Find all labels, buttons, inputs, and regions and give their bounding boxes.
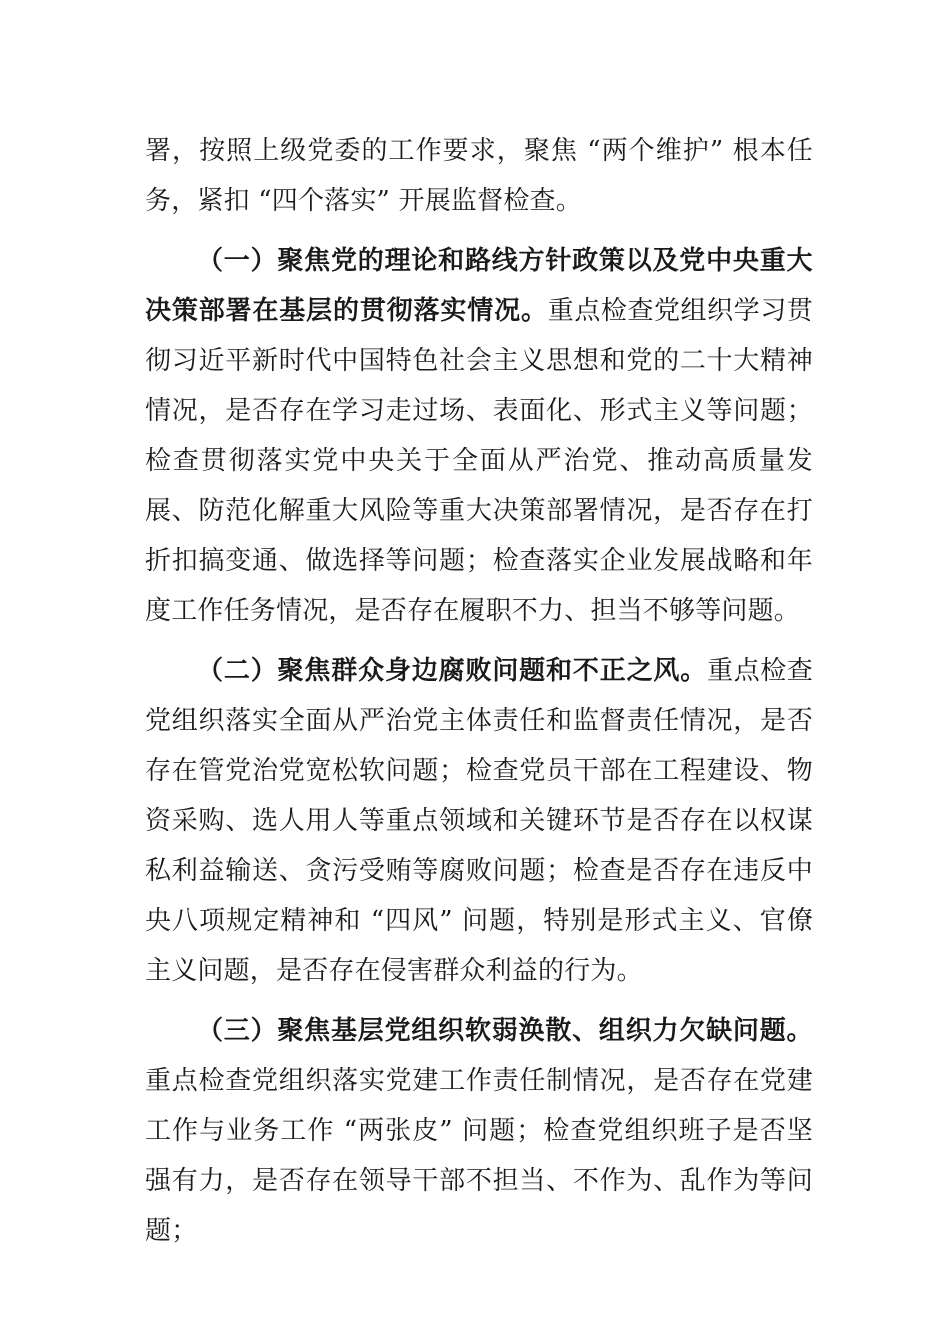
document-body: [145, 126, 813, 1266]
paragraph-text: 署，按照上级党委的工作要求，聚焦 “两个维护” 根本任务，紧扣 “四个落实” 开展监督检查。: [145, 136, 813, 216]
section-heading-3: （三）聚焦基层党组织软弱涣散、组织力欠缺问题。: [197, 1016, 813, 1046]
paragraph-section-3: [145, 1006, 813, 1256]
section-heading-1: （一）聚焦党的理论和路线方针政策以及党中央重大决策部署在基层的贯彻落实情况。: [145, 246, 813, 326]
paragraph-continuation: [145, 126, 813, 226]
section-heading-2: （二）聚焦群众身边腐败问题和不正之风。: [197, 656, 708, 686]
paragraph-text: 重点检查党组织落实全面从严治党主体责任和监督责任情况，是否存在管党治党宽松软问题；检查党员干部在工程建设、物资采购、选人用人等重点领域和关键环节是否存在以权谋私利益输送、贪污受贿等腐败问题；检查是否存在违反中央八项规定精神和 “四风” 问题，特别是形式主义、官僚主义问题，是否存在侵害群众利益的行为。: [145, 656, 813, 986]
paragraph-section-2: [145, 646, 813, 996]
paragraph-text: 重点检查党组织学习贯彻习近平新时代中国特色社会主义思想和党的二十大精神情况，是否存在学习走过场、表面化、形式主义等问题；检查贯彻落实党中央关于全面从严治党、推动高质量发展、防范化解重大风险等重大决策部署情况，是否存在打折扣搞变通、做选择等问题；检查落实企业发展战略和年度工作任务情况，是否存在履职不力、担当不够等问题。: [145, 296, 813, 626]
paragraph-text: 重点检查党组织落实党建工作责任制情况，是否存在党建工作与业务工作 “两张皮” 问题；检查党组织班子是否坚强有力，是否存在领导干部不担当、不作为、乱作为等问题；: [145, 1066, 813, 1246]
paragraph-section-1: [145, 236, 813, 636]
